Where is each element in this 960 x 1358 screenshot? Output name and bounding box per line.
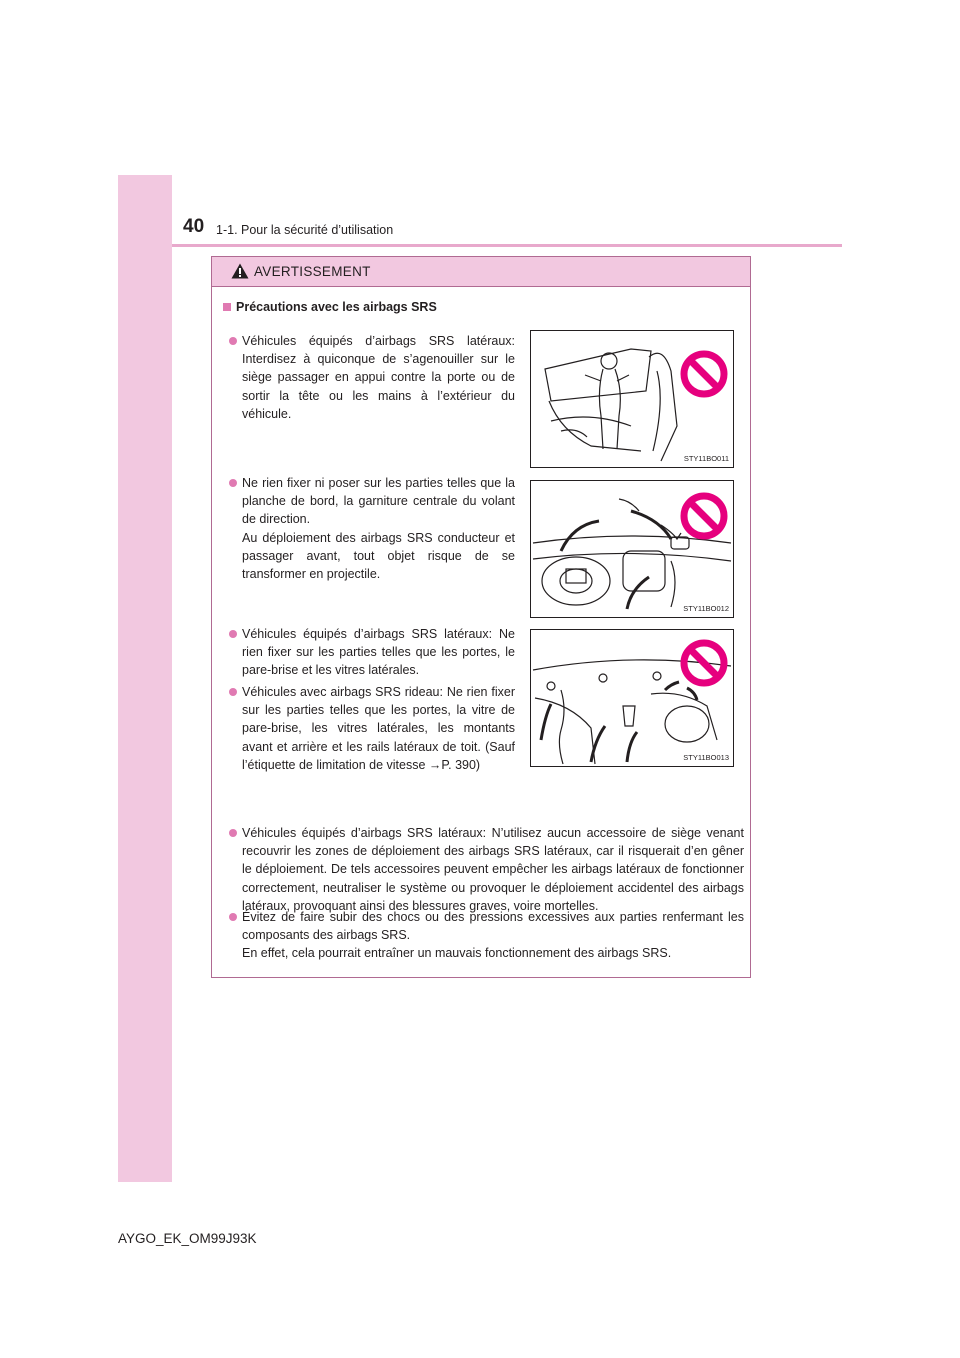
bullet-text: Véhicules équipés d’airbags SRS latéraux: N’utilisez aucun accessoire de siège venant recouvrir les zones de déploiement des airbags SRS latéraux, car il risquerait d’en gêner le déploiement. De tels accessoires peuvent empêcher les airbags latéraux de fonctionner correctement, neutraliser le système ou provoquer le déploiement accidentel des airbags latéraux, provoquant ainsi des blessures graves, voire mortelles.	[242, 826, 744, 913]
prohibited-icon	[679, 491, 729, 541]
bullet-icon	[229, 630, 237, 638]
bullet-icon	[229, 913, 237, 921]
list-item	[242, 683, 515, 774]
header-rule	[172, 244, 842, 247]
page-number: 40	[183, 216, 205, 237]
prohibited-icon	[679, 638, 729, 688]
bullet-text: Évitez de faire subir des chocs ou des pressions excessives aux parties renfermant les composants des airbags SRS.	[242, 910, 744, 943]
list-item	[242, 474, 515, 583]
prohibited-icon	[679, 349, 729, 399]
bullet-icon	[229, 479, 237, 487]
bullet-text: En effet, cela pourrait entraîner un mauvais fonctionnement des airbags SRS.	[242, 946, 672, 961]
illustration-side-airbag-passenger	[530, 330, 734, 468]
list-item	[242, 824, 744, 915]
figure-code: STY11BO011	[683, 454, 729, 463]
bullet-text: Véhicules équipés d’airbags SRS latéraux: Ne rien fixer sur les parties telles que les portes, le pare-brise et les vitres latérales.	[242, 627, 515, 678]
document-code: AYGO_EK_OM99J93K	[118, 1231, 257, 1246]
warning-box	[211, 256, 751, 978]
bullet-icon	[229, 688, 237, 696]
illustration-dashboard-objects	[530, 480, 734, 618]
list-item	[242, 908, 744, 963]
warning-title: AVERTISSEMENT	[254, 264, 371, 279]
section-title: 1-1. Pour la sécurité d’utilisation	[216, 223, 394, 237]
bullet-icon	[229, 337, 237, 345]
heading-text: Précautions avec les airbags SRS	[236, 300, 437, 314]
bullet-text: Véhicules avec airbags SRS rideau: Ne rien fixer sur les parties telles que les portes, la vitre de pare-brise, les vitres latérales, les montants avant et arrière et les rails latéraux de toit. (Sauf l’étiquette de limitation de vitesse →P. 390)	[242, 685, 515, 772]
warning-header	[212, 257, 750, 287]
bullet-icon	[229, 829, 237, 837]
list-item	[242, 332, 515, 423]
warning-triangle-icon	[231, 263, 249, 279]
section-heading	[223, 300, 437, 314]
figure-code: STY11BO012	[683, 604, 729, 613]
bullet-text: Véhicules équipés d’airbags SRS latéraux: Interdisez à quiconque de s’agenouiller sur le siège passager en appui contre la porte ou de sortir la tête ou les mains à l’extérieur du véhicule.	[242, 334, 515, 421]
illustration-door-pillar-objects	[530, 629, 734, 767]
square-bullet-icon	[223, 303, 231, 311]
bullet-text: Ne rien fixer ni poser sur les parties telles que la planche de bord, la garniture centrale du volant de direction.	[242, 476, 515, 527]
side-tab-band	[118, 175, 172, 1182]
bullet-text: Au déploiement des airbags SRS conducteur et passager avant, tout objet risque de se transformer en projectile.	[242, 530, 515, 582]
figure-code: STY11BO013	[683, 753, 729, 762]
list-item	[242, 625, 515, 680]
